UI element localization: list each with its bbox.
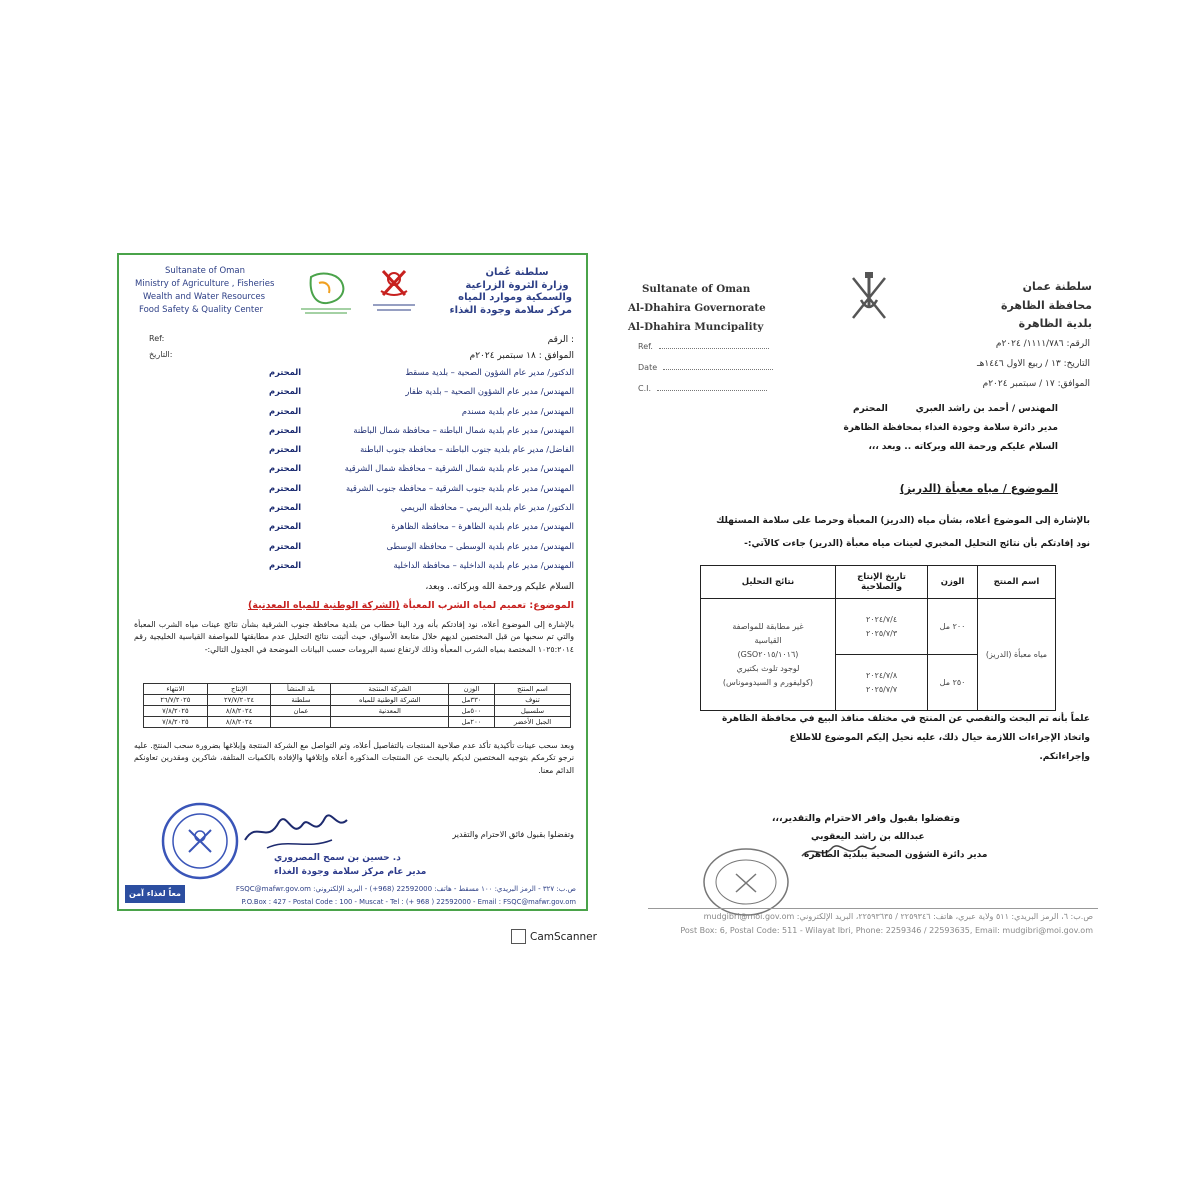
recipient-honorific: المحترم (269, 463, 302, 474)
recipient-name: المهندس/ مدير عام بلدية شمال الباطنة – محافظة شمال الباطنة (353, 424, 574, 435)
recipient-block (658, 404, 1058, 461)
ref-fields-en (638, 336, 773, 399)
recipient-row (134, 502, 574, 521)
footer-en: P.O.Box : 427 - Postal Code : 100 - Muscat - Tel : (+ 968 ) 22592000 - Email : FSQC@mafwr.gov.om (241, 898, 576, 906)
recipient-row (134, 367, 574, 386)
table-cell: ٢٧/٧/٢٠٢٤ (207, 695, 271, 706)
table-cell (271, 717, 331, 728)
body-line: بالإشارة إلى الموضوع أعلاه، بشأن مياه (الدريز) المعبأة وحرصا على سلامة المستهلك (716, 516, 1090, 526)
camscanner-watermark (511, 929, 597, 944)
table-cell: ٨/٨/٢٠٢٤ (207, 706, 271, 717)
recipient-name: الدكتور/ مدير عام الشؤون الصحية – بلدية مسقط (405, 367, 574, 377)
table-cell: الجبل الأخضر (494, 717, 570, 728)
letterhead-line: Al-Dhahira Muncipality (628, 321, 764, 333)
recipient-honorific: المحترم (269, 405, 302, 416)
table-cell: ٧/٨/٢٠٢٥ (144, 717, 208, 728)
after-block (620, 714, 1090, 771)
recipient-honorific: المحترم (853, 404, 888, 414)
recipient-row (134, 483, 574, 502)
slogan-badge: معاً لغذاء آمن (125, 885, 185, 903)
table-header: الوزن (928, 566, 978, 599)
letterhead-line: والسمكية وموارد المياه (458, 292, 572, 303)
right-letterhead-ar (1001, 278, 1092, 334)
recipient-name: المهندس/ مدير عام بلدية جنوب الشرقية – محافظة جنوب الشرقية (345, 482, 574, 493)
after-table-text: وبعد سحب عينات تأكيدية تأكد عدم صلاحية المنتجات بالتفاصيل أعلاه، وتم التواصل مع الشركة المنتجة وإبلاغها بضرورة سحب المنتج. عليه نرجو تكرمكم بتوجيه المختصين لديكم بالبحث عن المنتجات المذكورة أعلاه وإتلافها والإفادة بالكميات المتلفة، شاكرين ومقدرين تعاونكم الدائم معنا. (134, 741, 574, 775)
recipient-name: المهندس/ مدير عام بلدية الوسطى – محافظة الوسطى (386, 540, 574, 551)
recipient-name: الفاضل/ مدير عام بلدية جنوب الباطنة – محافظة جنوب الباطنة (360, 444, 574, 455)
ref-label: Ref. (638, 342, 653, 351)
signatory-title: مدير عام مركز سلامة وجودة الغذاء (274, 867, 427, 877)
ministry-logo-icon (367, 265, 421, 315)
result-line: القياسية (754, 635, 782, 645)
result-line: (GSO٢٠١٥/١٠١٦) (737, 649, 799, 659)
right-letterhead-en (628, 280, 766, 337)
result-line: غير مطابقة للمواصفة (732, 621, 804, 631)
recipient-honorific: المحترم (269, 386, 302, 397)
dates-cell (835, 599, 927, 655)
recipient-line (658, 404, 1058, 423)
food-safety-logo-icon (297, 269, 355, 315)
left-letterhead-ar (449, 267, 572, 317)
weight-cell: ٢٠٠ مل (928, 599, 978, 655)
letterhead-line: Wealth and Water Resources (143, 292, 266, 302)
table-cell: ٧/٨/٢٠٢٥ (144, 706, 208, 717)
table-row (144, 706, 571, 717)
product-name-cell: مياه معبأة (الدريز) (977, 599, 1055, 711)
after-line: وإجراءاتكم. (1039, 752, 1090, 762)
recipient-honorific: المحترم (269, 540, 302, 551)
signatory-title: مدير دائرة الشؤون الصحية ببلدية الظاهرة (804, 850, 988, 860)
left-letterhead-en (125, 265, 295, 317)
right-letter (608, 268, 1098, 960)
recipient-row (134, 406, 574, 425)
letterhead-line: Sultanate of Oman (642, 283, 751, 295)
footer-ar: ص.ب: ٣٢٧ - الرمز البريدي: ١٠٠ مسقط - هاتف: 22592000 (968+) - البريد الإلكتروني: FSQC@mafwr.gov.om (235, 885, 576, 893)
table-row (144, 717, 571, 728)
recipient-honorific: المحترم (269, 482, 302, 493)
footer-en: Post Box: 6, Postal Code: 511 - Wilayat Ibri, Phone: 2259346 / 22593635, Email: mudgibri@moi.gov.om (680, 926, 1093, 935)
letter-date-ar: الموافق : ١٨ سبتمبر ٢٠٢٤م (469, 351, 574, 361)
result-line: (كوليفورم و السيدوموناس) (722, 677, 814, 687)
table-cell: سلطنة (271, 695, 331, 706)
recipient-list (134, 367, 574, 579)
recipient-honorific: المحترم (269, 424, 302, 435)
ref-label: C.I. (638, 384, 652, 393)
letterhead-line: سلطنة عُمان (485, 267, 549, 278)
table-cell: ٣٣٠مل (449, 695, 495, 706)
ref-label: Date (638, 363, 658, 372)
table-cell: تنوف (494, 695, 570, 706)
camscanner-label: CamScanner (530, 930, 597, 943)
official-stamp-icon (159, 800, 241, 882)
recipient-row (134, 463, 574, 482)
letter-body: بالإشارة إلى الموضوع أعلاه، نود إفادتكم بأنه ورد الينا خطاب من بلدية محافظة جنوب الشرقية بشأن نتائج عينات مياه الشرب المعبأة والتي تم سحبها من قبل المختصين لديهم خلال متابعة الأسواق، حيث أثبتت نتائج التحليل عدم مطابقتها للمواصفة القياسية الخليجية رقم ١٠٢٥:٢٠١٤ المختصة بمياه الشرب المعبأة وذلك لارتفاع نسبة البرومات حسب البيانات الموضحة في الجدول التالي:- (134, 620, 574, 654)
recipient-honorific: المحترم (269, 444, 302, 455)
table-row (701, 599, 1056, 655)
table-header-row (701, 566, 1056, 599)
table-row (144, 695, 571, 706)
letterhead-line: مركز سلامة وجودة الغذاء (449, 304, 572, 316)
letterhead-line: سلطنة عمان (1022, 280, 1092, 293)
body-block (620, 516, 1090, 562)
table-cell: ٨/٨/٢٠٢٤ (207, 717, 271, 728)
ref-field (638, 378, 773, 399)
subject-line: الموضوع / مياه معبأة (الدريز) (899, 482, 1058, 495)
table-cell: ٥٠٠مل (449, 706, 495, 717)
recipient-row (134, 541, 574, 560)
letterhead-line: وزارة الثروة الزراعية (465, 279, 569, 291)
recipient-row (134, 425, 574, 444)
hijri-date-ar: التاريخ: ١٣ / ربيع الاول ١٤٤٦هـ (976, 359, 1090, 369)
recipient-row (134, 521, 574, 540)
table-header-row (144, 684, 571, 695)
table-cell: المعدنية (331, 706, 449, 717)
body-line: نود إفادتكم بأن نتائج التحليل المخبري لعينات مياه معبأة (الدريز) جاءت كالآتي:- (744, 539, 1090, 549)
table-cell (331, 717, 449, 728)
table-header: بلد المنشأ (271, 684, 331, 695)
table-header: اسم المنتج (977, 566, 1055, 599)
table-header: الشركة المنتجة (331, 684, 449, 695)
ref-number-ar: الرقم: ١١١١/٧٨٦/ ٢٠٢٤م (995, 339, 1090, 349)
table-cell: سلسبيل (494, 706, 570, 717)
letterhead-line: محافظة الظاهرة (1001, 298, 1092, 312)
table-header: اسم المنتج (494, 684, 570, 695)
table-header: الوزن (449, 684, 495, 695)
recipient-honorific: المحترم (269, 521, 302, 532)
left-letter (117, 253, 588, 911)
recipient-honorific: المحترم (269, 559, 302, 570)
result-cell (701, 599, 836, 711)
recipient-name: المهندس / أحمد بن راشد العبري (915, 404, 1058, 414)
product-table (143, 683, 571, 728)
date-label: التاريخ: (149, 350, 173, 359)
camscanner-icon (511, 929, 526, 944)
weight-cell: ٢٥٠ مل (928, 655, 978, 711)
closing: وتفضلوا بقبول فائق الاحترام والتقدير (452, 830, 574, 839)
table-header: الإنتاج (207, 684, 271, 695)
table-cell: الشركة الوطنية للمياه (331, 695, 449, 706)
ref-field (638, 336, 773, 357)
analysis-table (700, 565, 1056, 711)
closing: وتفضلوا بقبول وافر الاحترام والتقدير،،، (771, 813, 960, 824)
ref-label: Ref: (149, 334, 165, 343)
recipient-name: المهندس/ مدير عام بلدية مسندم (461, 405, 574, 416)
table-header: نتائج التحليل (701, 566, 836, 599)
table-cell: ٢٦/٧/٢٠٢٥ (144, 695, 208, 706)
table-cell: ٢٠٠مل (449, 717, 495, 728)
gregorian-date-ar: الموافق: ١٧ / سبتمبر ٢٠٢٤م (982, 379, 1090, 389)
result-line: لوجود تلوث بكتيري (736, 663, 800, 673)
table-cell: عمان (271, 706, 331, 717)
recipient-row (134, 386, 574, 405)
recipient-name: المهندس/ مدير عام بلدية شمال الشرقية – محافظة شمال الشرقية (344, 463, 574, 474)
oman-emblem-icon (843, 270, 895, 326)
footer-ar: ص.ب: ٦، الرمز البريدي: ٥١١ ولاية عبري، هاتف: ٢٢٥٩٣٤٦ / ٢٢٥٩٣٦٣٥، البريد الإلكتروني: mudgibri@moi.gov.om (703, 912, 1093, 921)
recipient-row (134, 560, 574, 579)
letterhead-line: Sultanate of Oman (165, 266, 246, 276)
table-header: الانتهاء (144, 684, 208, 695)
dates-cell (835, 655, 927, 711)
signatory-name: عبدالله بن راشد اليعقوبي (811, 832, 925, 842)
recipient-name: المهندس/ مدير عام بلدية الظاهرة – محافظة الظاهرة (391, 521, 574, 532)
subject-company: (الشركة الوطنية للمياه المعدنية) (248, 600, 400, 611)
production-date: ٢٠٢٤/٧/٨ (865, 670, 898, 680)
production-date: ٢٠٢٤/٧/٤ (865, 614, 898, 624)
subject-prefix: الموضوع: تعميم لمياه الشرب المعبأة (403, 600, 574, 611)
expiry-date: ٢٠٢٥/٧/٧ (865, 684, 898, 694)
letterhead-line: Food Safety & Quality Center (139, 305, 263, 315)
greeting: السلام عليكم ورحمة الله وبركاته .. وبعد ،،، (868, 442, 1058, 452)
after-line: واتخاذ الإجراءات اللازمة حيال ذلك، عليه نحيل إليكم الموضوع للاطلاع (789, 733, 1090, 743)
ref-field (638, 357, 773, 378)
ref-fields-ar (977, 334, 1090, 394)
ref-number-ar: الرقم : (547, 335, 574, 345)
recipient-title: مدير دائرة سلامة وجودة الغذاء بمحافظة الظاهرة (843, 423, 1058, 433)
recipient-name: المهندس/ مدير عام بلدية الداخلية – محافظة الداخلية (393, 559, 574, 570)
after-line: علماً بأنه تم البحث والتقصي عن المنتج في مختلف منافذ البيع في محافظة الظاهرة (721, 714, 1090, 724)
recipient-row (134, 444, 574, 463)
signatory-name: د. حسين بن سمح المصروري (274, 853, 401, 863)
recipient-name: الدكتور/ مدير عام بلدية البريمي – محافظة البريمي (400, 502, 574, 513)
expiry-date: ٢٠٢٥/٧/٣ (865, 628, 898, 638)
table-header: تاريخ الإنتاج والصلاحية (835, 566, 927, 599)
recipient-honorific: المحترم (269, 367, 302, 377)
letterhead-line: Ministry of Agriculture , Fisheries (135, 279, 275, 289)
greeting: السلام عليكم ورحمة الله وبركاته.. وبعد، (425, 582, 574, 592)
recipient-honorific: المحترم (269, 502, 302, 513)
letterhead-line: Al-Dhahira Governorate (628, 302, 766, 314)
footer-divider (648, 908, 1098, 909)
letterhead-line: بلدية الظاهرة (1018, 317, 1092, 330)
signature-icon (237, 800, 352, 855)
recipient-name: المهندس/ مدير عام الشؤون الصحية – بلدية ظفار (405, 386, 574, 397)
subject-line (248, 600, 574, 611)
